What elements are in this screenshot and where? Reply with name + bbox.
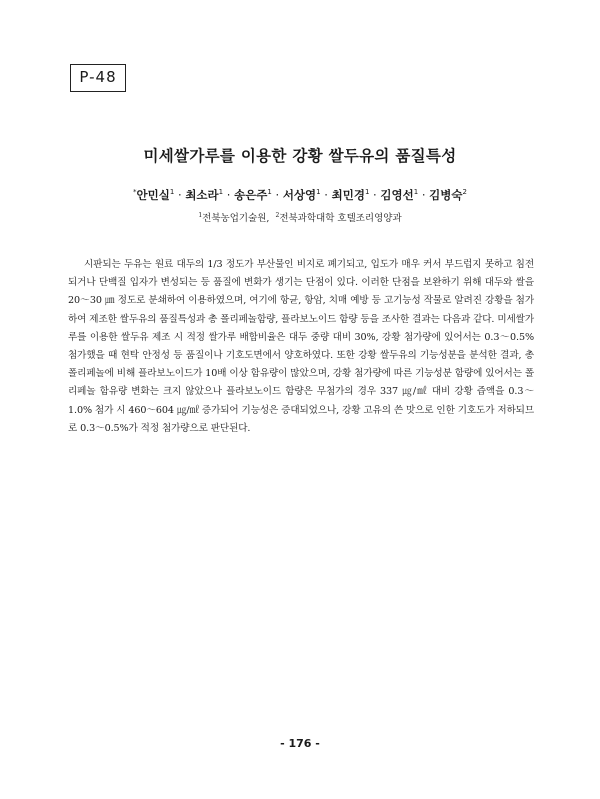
author-name: 서상영 xyxy=(282,188,317,202)
affiliation-mark: 1 xyxy=(198,212,203,219)
author-affiliation-mark: 1 xyxy=(316,188,321,196)
paper-title: 미세쌀가루를 이용한 강황 쌀두유의 품질특성 xyxy=(143,147,457,165)
affiliation-mark: 2 xyxy=(275,212,280,219)
author-name: 김영선 xyxy=(380,188,414,202)
author-affiliation-mark: 1 xyxy=(169,188,175,196)
author-affiliation-mark: 1 xyxy=(267,188,272,196)
author-name: 안민실 xyxy=(136,188,170,202)
author-separator: · xyxy=(223,188,235,202)
author-separator: · xyxy=(369,188,381,202)
author-affiliation-mark: 1 xyxy=(364,188,370,196)
affiliation-name: 전북농업기술원, xyxy=(202,213,270,224)
session-code: P-48 xyxy=(79,68,117,86)
author-separator: · xyxy=(174,188,186,202)
author-affiliation-mark: 1 xyxy=(218,188,224,196)
author-name: 김병숙 xyxy=(429,188,463,202)
author-list xyxy=(0,187,600,203)
page-number: - 176 - xyxy=(280,737,320,750)
author-separator: · xyxy=(271,188,283,202)
session-code-box xyxy=(70,64,126,92)
corresponding-author-mark: * xyxy=(133,188,137,196)
abstract-text: 시판되는 두유는 원료 대두의 1/3 정도가 부산물인 비지로 폐기되고, 입도가 매우 커서 부드럽지 못하고 침전되거나 단백질 입자가 변성되는 등 품질에 변화가 생기는 단점이 있다. 이러한 단점을 보완하기 위해 대두와 쌀을 20～30 ㎛ 정도로 분쇄하여 이용하였으며, 여기에 항균, 항암, 치매 예방 등 고기능성 작물로 알려진 강황을 첨가하여 제조한 쌀두유의 품질특성과 총 폴리페놀함량, 플라보노이드 함량 등을 조사한 결과는 다음과 같다. 미세쌀가루를 이용한 쌀두유 제조 시 적정 쌀가루 배합비율은 대두 중량 대비 30%, 강황 첨가량에 있어서는 0.3～0.5% 첨가했을 때 현탁 안정성 등 품질이나 기호도면에서 양호하였다. 또한 강황 쌀두유의 기능성분을 분석한 결과, 총 폴리페놀에 비해 플라보노이드가 10배 이상 함유량이 많았으며, 강황 첨가량에 따른 기능성분 함량에 있어서는 폴리페놀 함유량 변화는 크지 않았으나 플라보노이드 함량은 무첨가의 경우 337 ㎍/㎖ 대비 강황 즙액을 0.3～1.0% 첨가 시 460～604 ㎍/㎖ 증가되어 기능성은 증대되었으나, 강황 고유의 쓴 맛으로 인한 기호도가 저하되므로 0.3～0.5%가 적정 첨가량으로 판단된다. xyxy=(68,259,534,434)
author-affiliation-mark: 2 xyxy=(462,188,467,196)
author-name: 최민경 xyxy=(331,188,365,202)
author-separator: · xyxy=(320,188,332,202)
affiliation-name: 전북과학대학 호텔조리영양과 xyxy=(279,213,402,224)
author-separator: · xyxy=(418,188,430,202)
affiliation-list xyxy=(0,210,600,224)
author-affiliation-mark: 1 xyxy=(413,188,419,196)
author-name: 송은주 xyxy=(234,188,268,202)
author-name: 최소라 xyxy=(185,188,219,202)
